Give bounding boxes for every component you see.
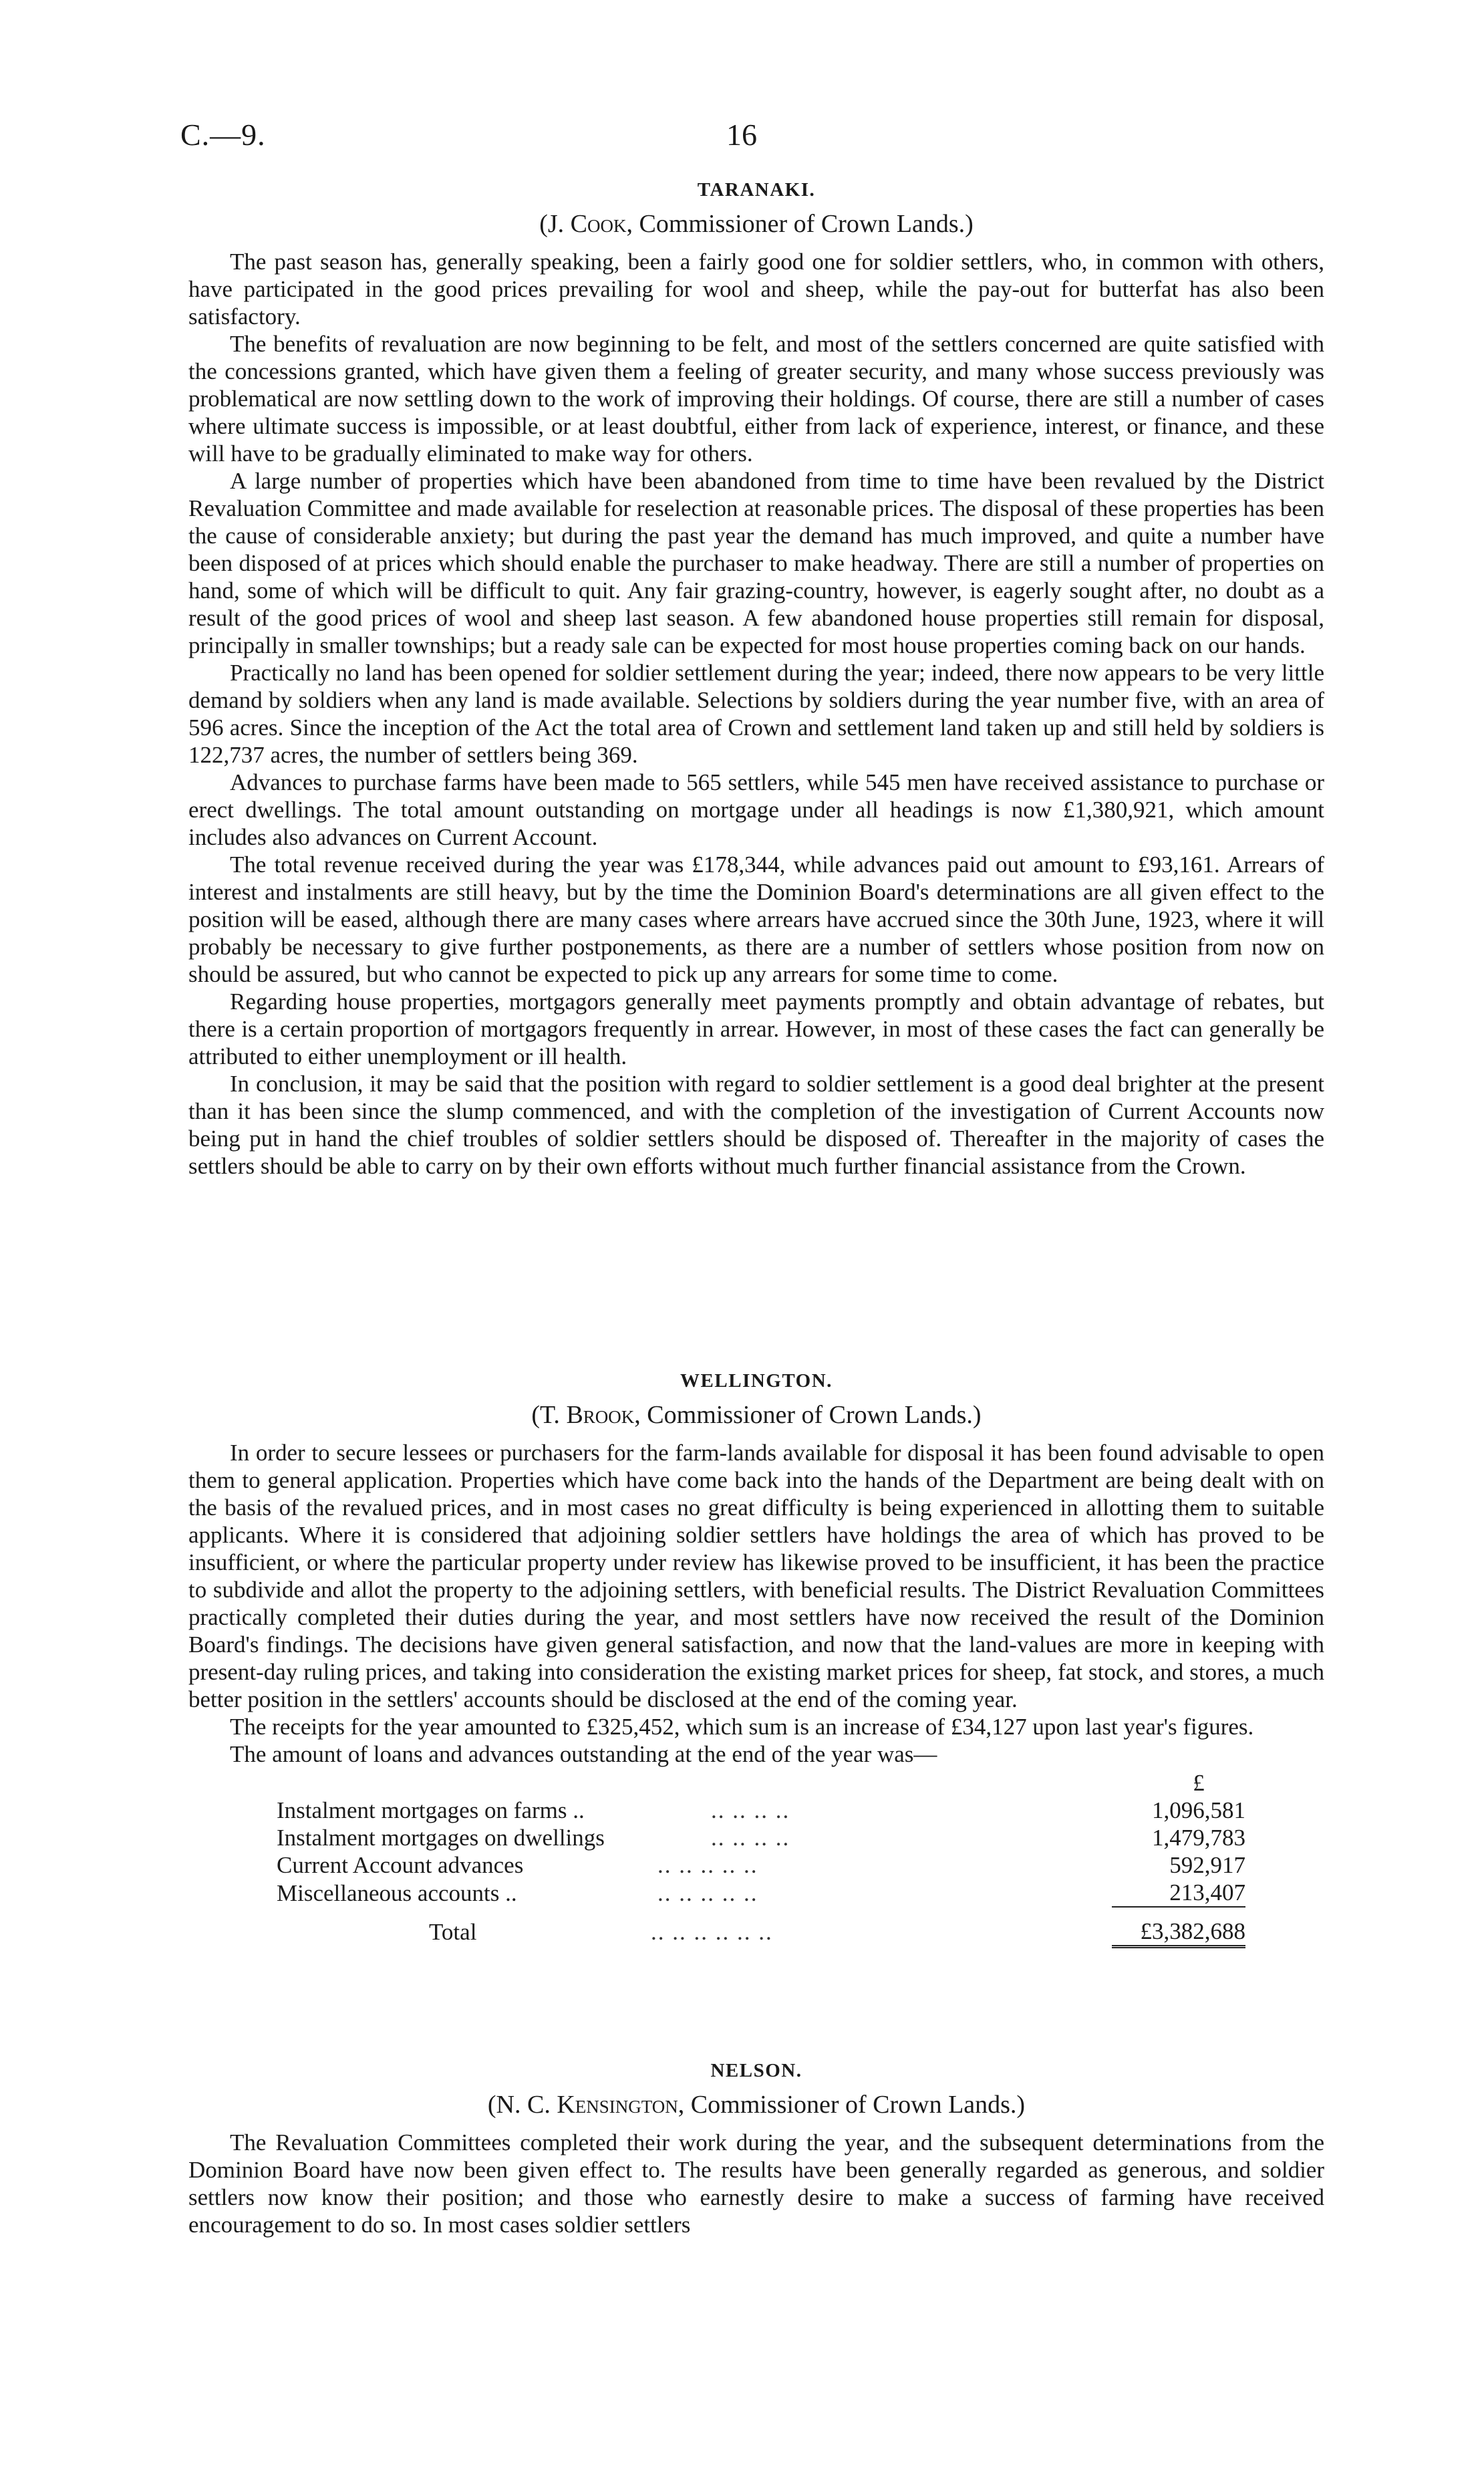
row-label: Instalment mortgages on farms .. <box>277 1797 585 1823</box>
paragraph: In order to secure lessees or purchasers for the farm-lands available for disposal it has been found advisable to open them to general application. Properties which have come back into the hands of the Department are being dealt with on the basis of the revalued prices, and in most cases no great difficulty is being experienced in allotting them to suitable applicants. Where it is considered that adjoining soldier settlers have holdings the area of which has proved to be insufficient, or where the particular property under review has likewise proved to be insufficient, it has been the practice to subdivide and allot the property to the adjoining settlers, with beneficial results. The District Revaluation Committees practically completed their duties during the year, and most settlers have now received the result of the Dominion Board's findings. The decisions have given general satisfaction, and now that the land-values are more in keeping with present-day ruling prices, and taking into consideration the existing market prices for sheep, fat stock, and stores, a much better position in the settlers' accounts should be disclosed at the end of the coming year. <box>188 1440 1324 1712</box>
paragraph: Practically no land has been opened for soldier settlement during the year; indeed, there now appears to be very little demand by soldiers when any land is made available. Selections by soldiers during the year number five, with an area of 596 acres. Since the inception of the Act the total area of Crown and settlement land taken up and still held by soldiers is 122,737 acres, the number of settlers being 369. <box>188 660 1324 768</box>
paragraph: The Revaluation Committees completed their work during the year, and the subsequent determinations from the Dominion Board have now been given effect to. The results have been generally regarded as generous, and soldier settlers now know their position; and those who earnestly desire to make a success of farming have received encouragement to do so. In most cases soldier settlers <box>188 2129 1324 2238</box>
paragraph: In conclusion, it may be said that the position with regard to soldier settlement is a good deal brighter at the present than it has been since the slump commenced, and with the completion of the investigation of Current Accounts now being put in hand the chief troubles of soldier settlers should be disposed of. Thereafter in the majority of cases the settlers should be able to carry on by their own efforts without much further financial assistance from the Crown. <box>188 1071 1324 1179</box>
section-taranaki <box>188 179 1324 1180</box>
paragraph: The receipts for the year amounted to £325,452, which sum is an increase of £34,127 upon last year's figures. <box>230 1714 1254 1740</box>
document-reference: C.—9. <box>180 118 266 152</box>
commissioner-name: Brook <box>566 1401 635 1429</box>
section-heading-taranaki: TARANAKI. <box>697 179 816 201</box>
commissioner-name: Cook <box>570 210 627 238</box>
leader-dots: .. .. .. .. .. <box>657 1879 758 1906</box>
table-row <box>277 1879 1245 1907</box>
paragraph: A large number of properties which have been abandoned from time to time have been revalued by the District Revaluation Committee and made available for reselection at reasonable prices. The disposal of these properties has been the cause of considerable anxiety; but during the past year the demand has much improved, and quite a number have been disposed of at prices which should enable the purchaser to make headway. There are still a number of properties on hand, some of which will be difficult to quit. Any fair grazing-country, however, is eagerly sought after, no doubt as a result of the good prices of wool and sheep last season. A few abandoned house properties still remain for disposal, principally in smaller townships; but a ready sale can be expected for most house properties coming back on our hands. <box>188 468 1324 658</box>
commissioner-title: , Commissioner of Crown Lands.) <box>678 2091 1026 2119</box>
table-row <box>277 1851 1245 1879</box>
row-label: Miscellaneous accounts .. <box>277 1879 517 1906</box>
section-nelson <box>188 2060 1324 2238</box>
paragraph: Advances to purchase farms have been made to 565 settlers, while 545 men have received assistance to purchase or erect dwellings. The total amount outstanding on mortgage under all headings is now £1,380,921, which amount includes also advances on Current Account. <box>188 769 1324 850</box>
table-row <box>277 1797 1245 1824</box>
section-heading-wellington: WELLINGTON. <box>680 1370 833 1392</box>
commissioner-title: , Commissioner of Crown Lands.) <box>634 1401 982 1429</box>
total-amount: £3,382,688 <box>1112 1918 1245 1947</box>
commissioner-open: (N. C. <box>487 2091 557 2119</box>
table-header-row <box>277 1769 1245 1797</box>
row-amount: 1,096,581 <box>1152 1797 1245 1823</box>
paragraph: Regarding house properties, mortgagors generally meet payments promptly and obtain advantage of rebates, but there is a certain proportion of mortgagors frequently in arrear. However, in most of these cases the fact can generally be attributed to either unemployment or ill health. <box>188 989 1324 1069</box>
commissioner-open: (T. <box>531 1401 567 1429</box>
section-heading-nelson: NELSON. <box>710 2060 802 2081</box>
page-number: 16 <box>726 118 757 152</box>
row-amount: 1,479,783 <box>1152 1825 1245 1851</box>
section-wellington <box>188 1370 1324 1948</box>
row-label: Instalment mortgages on dwellings <box>277 1825 605 1851</box>
commissioner-name: Kensington <box>557 2091 678 2119</box>
table-total-row <box>277 1918 1245 1947</box>
commissioner-line-taranaki <box>188 209 1324 239</box>
commissioner-line-wellington <box>188 1400 1324 1430</box>
leader-dots: .. .. .. .. .. <box>657 1852 758 1878</box>
commissioner-title: , Commissioner of Crown Lands.) <box>626 210 974 238</box>
loans-table <box>277 1769 1245 1948</box>
table-row <box>277 1824 1245 1851</box>
total-label: Total <box>429 1919 477 1946</box>
leader-dots: .. .. .. .. .. .. <box>651 1919 773 1946</box>
paragraph: The amount of loans and advances outstanding at the end of the year was— <box>230 1741 937 1767</box>
leader-dots: .. .. .. .. <box>711 1797 790 1823</box>
row-amount: 213,407 <box>1169 1879 1245 1906</box>
paragraph: The past season has, generally speaking, been a fairly good one for soldier settlers, who, in common with others, have participated in the good prices prevailing for wool and sheep, while the pay-out for butterfat has also been satisfactory. <box>188 249 1324 330</box>
paragraph: The benefits of revaluation are now beginning to be felt, and most of the settlers concerned are quite satisfied with the concessions granted, which have given them a feeling of greater security, and many whose success previously was problematical are now settling down to the work of improving their holdings. Of course, there are still a number of cases where ultimate success is impossible, or at least doubtful, either from lack of experience, interest, or finance, and these will have to be gradually eliminated to make way for others. <box>188 331 1324 467</box>
paragraph: The total revenue received during the year was £178,344, while advances paid out amount to £93,161. Arrears of interest and instalments are still heavy, but by the time the Dominion Board's determinations are all given effect to the position will be eased, although there are many cases where arrears have accrued since the 30th June, 1923, where it will probably be necessary to give further postponements, as there are a number of settlers whose position from now on should be assured, but who cannot be expected to pick up any arrears for some time to come. <box>188 852 1324 987</box>
row-amount: 592,917 <box>1169 1852 1245 1878</box>
leader-dots: .. .. .. .. <box>711 1825 790 1851</box>
currency-header: £ <box>1193 1770 1205 1796</box>
commissioner-line-nelson <box>188 2090 1324 2119</box>
row-label: Current Account advances <box>277 1852 524 1878</box>
commissioner-open: (J. <box>539 210 571 238</box>
